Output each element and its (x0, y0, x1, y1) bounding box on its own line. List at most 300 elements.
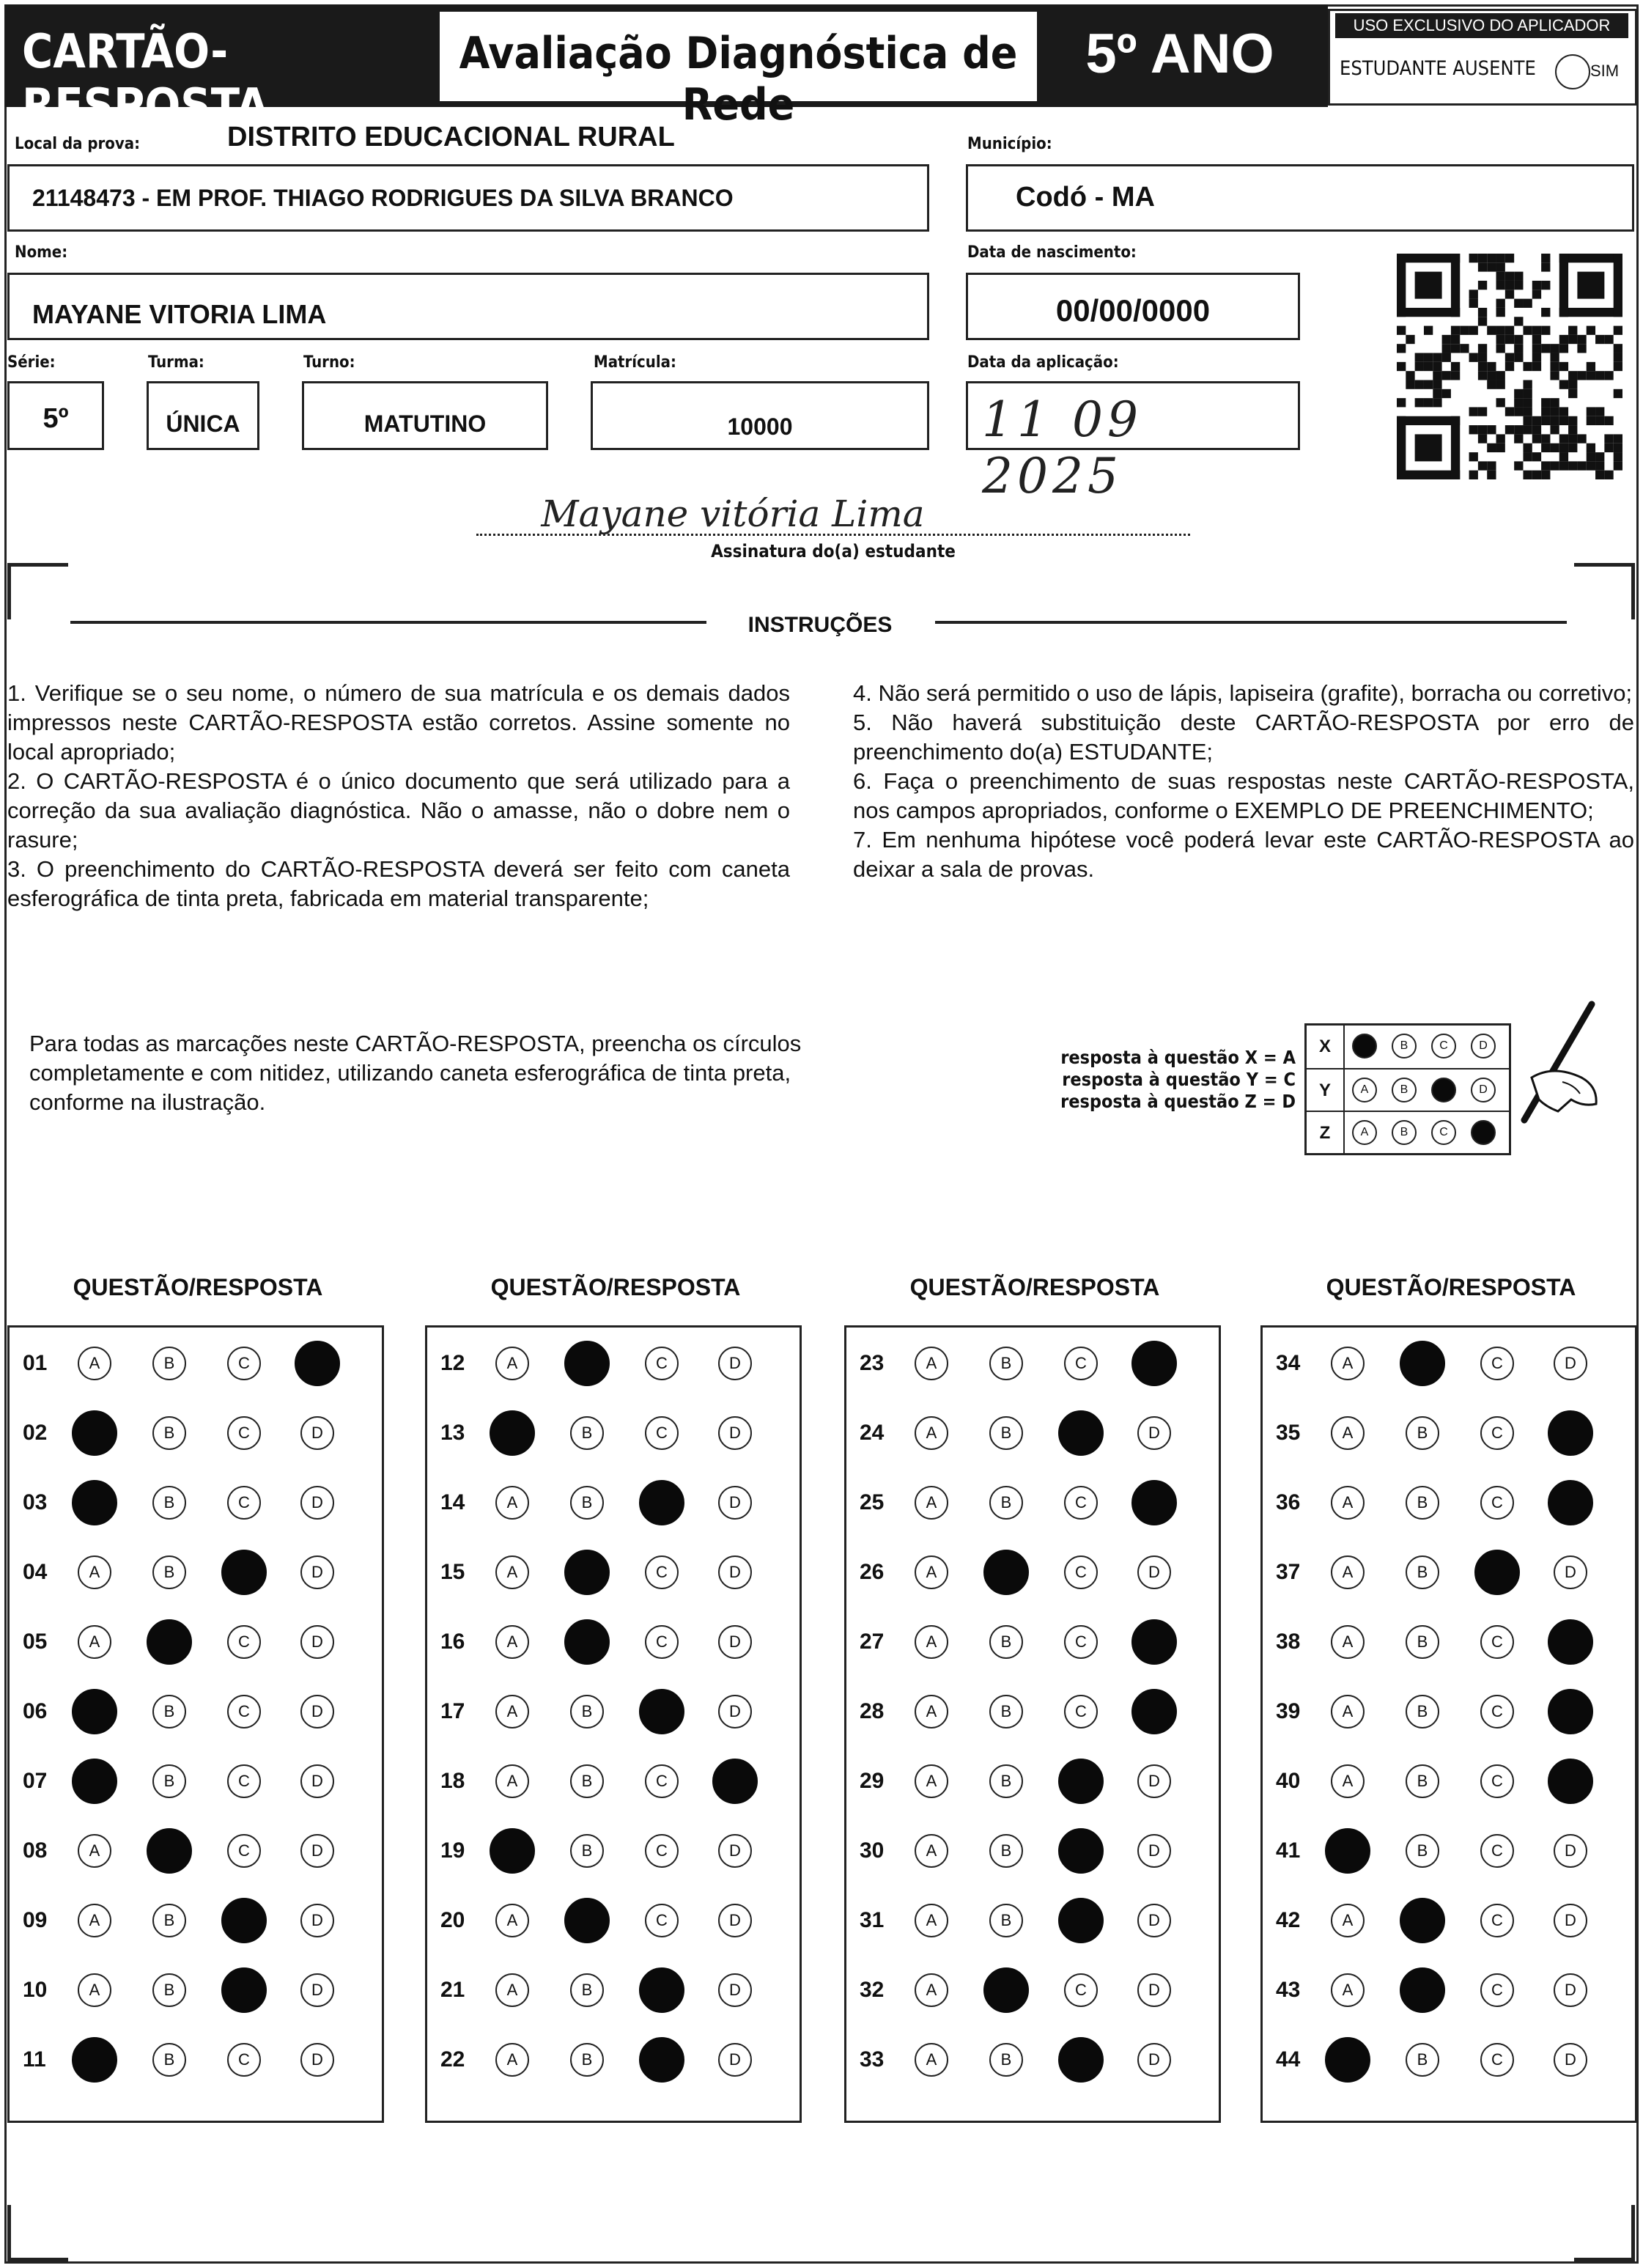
question-number: 23 (860, 1351, 885, 1375)
pen-hand-icon (1495, 997, 1605, 1136)
question-number: 13 (440, 1421, 465, 1445)
answer-bubble-d[interactable]: D (300, 2043, 334, 2077)
answer-bubble-b[interactable] (147, 1619, 192, 1665)
question-number: 34 (1276, 1351, 1301, 1375)
question-row (10, 1830, 382, 1874)
answer-bubble-d[interactable]: D (718, 1834, 752, 1868)
turno: MATUTINO (363, 410, 487, 437)
answer-column (425, 1325, 802, 2123)
answer-bubble-b[interactable]: B (152, 1347, 186, 1380)
answer-bubble-c[interactable]: C (1480, 1764, 1514, 1798)
answer-bubble-b[interactable]: B (1406, 1834, 1439, 1868)
answer-bubble-d[interactable]: D (300, 1416, 334, 1450)
answer-bubble-c[interactable]: C (1480, 1973, 1514, 2007)
answer-bubble-c[interactable] (221, 1898, 267, 1943)
instruction-item: 1. Verifique se o seu nome, o número de sua matrícula e os demais dados impressos neste CARTÃO-RESPOSTA estão corretos. Assine somente no local apropriado; (7, 680, 790, 765)
question-number: 16 (440, 1630, 465, 1654)
answer-bubble-b[interactable] (1400, 1967, 1445, 2013)
question-number: 32 (860, 1978, 885, 2002)
answer-bubble-b[interactable]: B (1406, 1764, 1439, 1798)
answer-bubble-b[interactable]: B (570, 1973, 604, 2007)
answer-bubble-a[interactable]: A (915, 1625, 948, 1659)
answer-bubble-b[interactable]: B (989, 1625, 1023, 1659)
instruction-item: 2. O CARTÃO-RESPOSTA é o único documento que será utilizado para a correção da sua avaliação diagnóstica. Não o amasse, não o dobre nem o rasure; (7, 768, 790, 853)
matricula-label: Matrícula: (594, 353, 676, 372)
answer-bubble-d[interactable] (1131, 1689, 1177, 1734)
card-title: CARTÃO-RESPOSTA (22, 25, 269, 133)
question-number: 35 (1276, 1421, 1301, 1445)
example-question: Z (1307, 1112, 1345, 1155)
answer-bubble-a[interactable]: A (495, 1764, 529, 1798)
question-number: 17 (440, 1699, 465, 1723)
answer-bubble-a[interactable]: A (495, 1555, 529, 1589)
answer-bubble-d[interactable]: D (718, 2043, 752, 2077)
answer-bubble-c[interactable] (639, 1480, 684, 1525)
question-row (1263, 1412, 1635, 1456)
instructions-title: INSTRUÇÕES (747, 613, 893, 637)
signature-line (476, 534, 1190, 536)
answer-bubble-a[interactable] (72, 1410, 117, 1456)
answer-bubble-a[interactable]: A (78, 1834, 111, 1868)
answer-bubble-a[interactable] (72, 1759, 117, 1804)
answer-bubble-c[interactable]: C (227, 1486, 261, 1520)
school: 21148473 - EM PROF. THIAGO RODRIGUES DA SILVA BRANCO (32, 185, 734, 211)
qr-code (1397, 252, 1622, 481)
answer-bubble-a[interactable]: A (915, 1555, 948, 1589)
question-row (846, 1551, 1219, 1595)
answer-bubble-d[interactable]: D (300, 1834, 334, 1868)
birth: 00/00/0000 (1055, 293, 1211, 328)
answer-bubble-d[interactable] (1548, 1480, 1593, 1525)
answer-bubble-c[interactable]: C (1480, 1625, 1514, 1659)
signature-label: Assinatura do(a) estudante (711, 541, 956, 562)
answer-bubble-b[interactable]: B (1406, 1486, 1439, 1520)
answer-bubble-b[interactable]: B (989, 2043, 1023, 2077)
answer-bubble-c[interactable]: C (1064, 1486, 1098, 1520)
answer-bubble-c[interactable]: C (1064, 1555, 1098, 1589)
answer-bubble-d[interactable]: D (300, 1486, 334, 1520)
question-number: 26 (860, 1560, 885, 1584)
question-row (846, 1621, 1219, 1665)
answer-bubble-c[interactable] (1058, 1759, 1104, 1804)
answer-bubble-d[interactable]: D (718, 1973, 752, 2007)
answer-bubble-c[interactable]: C (1480, 1834, 1514, 1868)
answer-bubble-d[interactable]: D (718, 1486, 752, 1520)
answer-bubble-c[interactable]: C (645, 1904, 679, 1937)
answer-bubble-d[interactable]: D (1137, 1973, 1171, 2007)
answer-bubble-a[interactable] (72, 1689, 117, 1734)
answer-bubble-b[interactable]: B (989, 1904, 1023, 1937)
exam-title: Avaliação Diagnóstica de Rede (459, 28, 1018, 130)
question-number: 10 (23, 1978, 48, 2002)
answer-bubble-c[interactable] (1058, 1898, 1104, 1943)
question-row (10, 1760, 382, 1804)
answer-column (844, 1325, 1221, 2123)
answer-bubble-c[interactable] (1058, 2037, 1104, 2083)
answer-bubble-d[interactable] (1131, 1341, 1177, 1386)
question-row (427, 1551, 800, 1595)
question-number: 31 (860, 1908, 885, 1932)
example-bubble-d: D (1471, 1078, 1496, 1102)
answer-bubble-d[interactable] (1548, 1619, 1593, 1665)
answer-bubble-a[interactable] (490, 1828, 535, 1874)
answer-bubble-b[interactable]: B (1406, 2043, 1439, 2077)
answer-bubble-b[interactable]: B (570, 1416, 604, 1450)
answer-bubble-b[interactable]: B (570, 2043, 604, 2077)
question-number: 15 (440, 1560, 465, 1584)
question-number: 14 (440, 1490, 465, 1514)
answer-bubble-b[interactable]: B (152, 1764, 186, 1798)
answer-bubble-a[interactable]: A (915, 1904, 948, 1937)
answer-bubble-d[interactable]: D (718, 1695, 752, 1728)
question-row (1263, 1342, 1635, 1386)
answer-bubble-a[interactable]: A (78, 1555, 111, 1589)
answer-bubble-d[interactable]: D (718, 1347, 752, 1380)
answer-bubble-a[interactable]: A (495, 1973, 529, 2007)
example-row (1307, 1026, 1509, 1068)
question-number: 33 (860, 2047, 885, 2072)
question-number: 27 (860, 1630, 885, 1654)
question-row (1263, 1551, 1635, 1595)
answer-bubble-c[interactable] (221, 1550, 267, 1595)
answer-bubble-a[interactable]: A (915, 1486, 948, 1520)
question-row (846, 1830, 1219, 1874)
name: MAYANE VITORIA LIMA (32, 299, 327, 329)
answer-bubble-d[interactable]: D (1554, 1555, 1587, 1589)
instruction-item: 6. Faça o preenchimento de suas respostas neste CARTÃO-RESPOSTA, nos campos apropriados, conforme o EXEMPLO DE PREENCHIMENTO; (853, 768, 1634, 823)
answer-bubble-d[interactable] (712, 1759, 758, 1804)
question-row (1263, 1481, 1635, 1525)
answer-bubble-d[interactable] (1131, 1480, 1177, 1525)
birth-label: Data de nascimento: (967, 243, 1137, 262)
question-number: 36 (1276, 1490, 1301, 1514)
question-row (10, 1342, 382, 1386)
question-number: 04 (23, 1560, 48, 1584)
answer-bubble-a[interactable]: A (1331, 1486, 1365, 1520)
question-number: 37 (1276, 1560, 1301, 1584)
instruction-item: 3. O preenchimento do CARTÃO-RESPOSTA deverá ser feito com caneta esferográfica de tinta preta, fabricada em material transparente; (7, 856, 790, 911)
answer-bubble-c[interactable]: C (1064, 1973, 1098, 2007)
answer-bubble-c[interactable]: C (227, 1695, 261, 1728)
question-number: 08 (23, 1838, 48, 1863)
answer-bubble-c[interactable]: C (1480, 1486, 1514, 1520)
answer-bubble-b[interactable] (983, 1550, 1029, 1595)
answer-bubble-a[interactable]: A (495, 1625, 529, 1659)
answer-bubble-a[interactable]: A (915, 1764, 948, 1798)
answer-bubble-d[interactable] (1548, 1689, 1593, 1734)
answer-bubble-b[interactable]: B (1406, 1416, 1439, 1450)
answer-bubble-c[interactable]: C (227, 1625, 261, 1659)
example-bubble-d (1471, 1120, 1496, 1145)
question-row (1263, 1969, 1635, 2013)
serie: 5º (43, 403, 69, 434)
question-row (1263, 1830, 1635, 1874)
answer-bubble-d[interactable]: D (718, 1416, 752, 1450)
turma: ÚNICA (166, 410, 240, 437)
question-row (846, 1690, 1219, 1734)
question-number: 09 (23, 1908, 48, 1932)
answer-bubble-b[interactable]: B (989, 1695, 1023, 1728)
serie-label: Série: (7, 353, 56, 372)
answer-bubble-d[interactable]: D (1554, 1904, 1587, 1937)
answer-bubble-d[interactable]: D (718, 1625, 752, 1659)
answer-bubble-d[interactable]: D (1554, 1973, 1587, 2007)
answer-bubble-d[interactable]: D (1137, 1555, 1171, 1589)
example-bubble-c (1431, 1078, 1456, 1102)
answer-bubble-a[interactable]: A (495, 1347, 529, 1380)
example-line: resposta à questão Z = D (1060, 1091, 1296, 1112)
answer-bubble-a[interactable]: A (915, 1347, 948, 1380)
answer-bubble-b[interactable]: B (152, 1555, 186, 1589)
answer-bubble-b[interactable] (983, 1967, 1029, 2013)
answer-bubble-b[interactable]: B (152, 1416, 186, 1450)
question-row (846, 1342, 1219, 1386)
answer-bubble-c[interactable]: C (227, 1416, 261, 1450)
answer-bubble-c[interactable] (1474, 1550, 1520, 1595)
answer-bubble-b[interactable]: B (152, 2043, 186, 2077)
instructions-left (7, 679, 790, 913)
answer-bubble-c[interactable] (639, 1967, 684, 2013)
answer-bubble-b[interactable]: B (989, 1834, 1023, 1868)
example-lines (1032, 1047, 1296, 1113)
question-number: 41 (1276, 1838, 1301, 1863)
answer-bubble-c[interactable]: C (1064, 1347, 1098, 1380)
answer-bubble-d[interactable]: D (1137, 1834, 1171, 1868)
answer-bubble-c[interactable]: C (645, 1416, 679, 1450)
column-header: QUESTÃO/RESPOSTA (490, 1274, 741, 1300)
question-number: 19 (440, 1838, 465, 1863)
answer-bubble-a[interactable]: A (495, 1486, 529, 1520)
question-number: 38 (1276, 1630, 1301, 1654)
app-date-label: Data da aplicação: (967, 353, 1119, 372)
question-number: 11 (23, 2047, 46, 2072)
answer-bubble-d[interactable]: D (300, 1904, 334, 1937)
answer-bubble-a[interactable]: A (915, 1834, 948, 1868)
question-row (427, 1621, 800, 1665)
question-number: 29 (860, 1769, 885, 1793)
signature: Mayane vitória Lima (541, 493, 925, 535)
district: DISTRITO EDUCACIONAL RURAL (227, 122, 675, 152)
corner-bottom-right (1574, 2205, 1635, 2261)
answer-bubble-b[interactable]: B (570, 1764, 604, 1798)
question-row (10, 1969, 382, 2013)
question-row (427, 1412, 800, 1456)
answer-bubble-a[interactable]: A (915, 1695, 948, 1728)
answer-bubble-a[interactable]: A (1331, 1973, 1365, 2007)
answer-bubble-d[interactable]: D (300, 1973, 334, 2007)
answer-bubble-b[interactable] (564, 1550, 610, 1595)
absent-checkbox[interactable] (1555, 54, 1590, 89)
answer-bubble-c[interactable] (1058, 1828, 1104, 1874)
answer-bubble-b[interactable] (564, 1341, 610, 1386)
answer-bubble-b[interactable]: B (1406, 1695, 1439, 1728)
turno-label: Turno: (303, 353, 355, 372)
answer-bubble-c[interactable]: C (1480, 2043, 1514, 2077)
question-row (10, 1690, 382, 1734)
answer-bubble-a[interactable]: A (1331, 1904, 1365, 1937)
answer-bubble-d[interactable]: D (300, 1695, 334, 1728)
answer-bubble-d[interactable] (1548, 1410, 1593, 1456)
answer-bubble-c[interactable]: C (645, 1764, 679, 1798)
answer-bubble-a[interactable]: A (495, 2043, 529, 2077)
answer-bubble-a[interactable]: A (78, 1625, 111, 1659)
answer-bubble-d[interactable]: D (1554, 2043, 1587, 2077)
answer-bubble-b[interactable]: B (570, 1486, 604, 1520)
question-row (10, 1621, 382, 1665)
question-row (1263, 1899, 1635, 1943)
question-number: 03 (23, 1490, 48, 1514)
instructions-right (853, 679, 1634, 884)
answer-bubble-b[interactable]: B (152, 1695, 186, 1728)
answer-bubble-b[interactable] (564, 1898, 610, 1943)
question-row (427, 1760, 800, 1804)
answer-bubble-c[interactable]: C (1480, 1904, 1514, 1937)
answer-bubble-c[interactable]: C (645, 1625, 679, 1659)
answer-column (1260, 1325, 1637, 2123)
question-number: 28 (860, 1699, 885, 1723)
answer-bubble-d[interactable] (1131, 1619, 1177, 1665)
answer-bubble-c[interactable]: C (1480, 1416, 1514, 1450)
answer-bubble-a[interactable]: A (1331, 1416, 1365, 1450)
corner-top-right (1574, 563, 1635, 619)
question-number: 02 (23, 1421, 48, 1445)
answer-bubble-d[interactable]: D (718, 1904, 752, 1937)
question-row (427, 2039, 800, 2083)
instruction-item: 5. Não haverá substituição deste CARTÃO-RESPOSTA por erro de preenchimento do(a) ESTUDANTE; (853, 710, 1634, 765)
question-row (10, 1899, 382, 1943)
answer-bubble-c[interactable] (221, 1967, 267, 2013)
answer-bubble-c[interactable]: C (1064, 1625, 1098, 1659)
answer-bubble-d[interactable]: D (300, 1764, 334, 1798)
answer-bubble-a[interactable] (72, 2037, 117, 2083)
answer-bubble-b[interactable] (147, 1828, 192, 1874)
answer-bubble-a[interactable]: A (78, 1973, 111, 2007)
example-bubble-b: B (1392, 1034, 1417, 1058)
answer-bubble-b[interactable]: B (152, 1904, 186, 1937)
answer-bubble-b[interactable] (564, 1619, 610, 1665)
answer-bubble-a[interactable]: A (1331, 1555, 1365, 1589)
answer-bubble-d[interactable] (1548, 1759, 1593, 1804)
answer-bubble-d[interactable]: D (1554, 1347, 1587, 1380)
question-number: 25 (860, 1490, 885, 1514)
answer-bubble-c[interactable]: C (227, 1347, 261, 1380)
municipio: Codó - MA (1016, 182, 1155, 213)
instruction-item: 4. Não será permitido o uso de lápis, lapiseira (grafite), borracha ou corretivo; (853, 680, 1633, 706)
answer-bubble-d[interactable]: D (1137, 2043, 1171, 2077)
question-row (846, 1481, 1219, 1525)
question-row (10, 2039, 382, 2083)
answer-bubble-d[interactable]: D (718, 1555, 752, 1589)
question-row (846, 1412, 1219, 1456)
question-row (427, 1969, 800, 2013)
answer-bubble-b[interactable] (1400, 1898, 1445, 1943)
answer-bubble-a[interactable]: A (78, 1347, 111, 1380)
answer-bubble-b[interactable]: B (570, 1695, 604, 1728)
answer-bubble-b[interactable]: B (570, 1834, 604, 1868)
example-bubble-b: B (1392, 1120, 1417, 1145)
question-number: 39 (1276, 1699, 1301, 1723)
question-number: 22 (440, 2047, 465, 2072)
answer-bubble-c[interactable]: C (645, 1347, 679, 1380)
absent-label: ESTUDANTE AUSENTE (1340, 57, 1536, 80)
answer-bubble-d[interactable] (295, 1341, 340, 1386)
answer-bubble-a[interactable]: A (495, 1904, 529, 1937)
example-bubble-d: D (1471, 1034, 1496, 1058)
answer-bubble-d[interactable]: D (300, 1555, 334, 1589)
answer-bubble-c[interactable] (639, 2037, 684, 2083)
example-line: resposta à questão Y = C (1062, 1069, 1296, 1090)
answer-bubble-b[interactable]: B (152, 1973, 186, 2007)
answer-bubble-d[interactable]: D (1137, 1904, 1171, 1937)
answer-bubble-a[interactable]: A (1331, 1347, 1365, 1380)
answer-bubble-a[interactable]: A (1331, 1695, 1365, 1728)
answer-bubble-c[interactable]: C (227, 1834, 261, 1868)
question-row (1263, 1621, 1635, 1665)
answer-bubble-c[interactable]: C (1064, 1695, 1098, 1728)
answer-bubble-d[interactable]: D (300, 1625, 334, 1659)
municipio-label: Município: (967, 135, 1052, 153)
answer-bubble-a[interactable]: A (78, 1904, 111, 1937)
answer-bubble-b[interactable]: B (989, 1347, 1023, 1380)
answer-bubble-b[interactable]: B (989, 1764, 1023, 1798)
answer-bubble-d[interactable]: D (1137, 1764, 1171, 1798)
answer-bubble-b[interactable]: B (1406, 1625, 1439, 1659)
answer-bubble-c[interactable]: C (645, 1555, 679, 1589)
column-header: QUESTÃO/RESPOSTA (1326, 1274, 1576, 1300)
answer-bubble-c[interactable]: C (1480, 1695, 1514, 1728)
answer-bubble-b[interactable]: B (989, 1416, 1023, 1450)
answer-bubble-a[interactable]: A (915, 2043, 948, 2077)
question-row (427, 1342, 800, 1386)
answer-bubble-c[interactable] (639, 1689, 684, 1734)
answer-bubble-d[interactable]: D (1554, 1834, 1587, 1868)
answer-bubble-b[interactable]: B (1406, 1555, 1439, 1589)
column-header: QUESTÃO/RESPOSTA (909, 1274, 1160, 1300)
answer-bubble-a[interactable] (490, 1410, 535, 1456)
question-row (10, 1412, 382, 1456)
answer-bubble-a[interactable]: A (1331, 1764, 1365, 1798)
answer-bubble-a[interactable] (1325, 1828, 1370, 1874)
question-number: 01 (23, 1351, 48, 1375)
answer-bubble-a[interactable] (72, 1480, 117, 1525)
example-bubble-a (1352, 1034, 1377, 1058)
question-number: 44 (1276, 2047, 1301, 2072)
answer-bubble-b[interactable]: B (989, 1486, 1023, 1520)
answer-bubble-b[interactable] (1400, 1341, 1445, 1386)
example-row (1307, 1068, 1509, 1112)
answer-bubble-a[interactable]: A (915, 1416, 948, 1450)
example-bubble-c: C (1431, 1120, 1456, 1145)
answer-bubble-c[interactable]: C (645, 1834, 679, 1868)
question-number: 42 (1276, 1908, 1301, 1932)
answer-bubble-c[interactable] (1058, 1410, 1104, 1456)
applicator-heading: USO EXCLUSIVO DO APLICADOR (1335, 13, 1628, 38)
answer-bubble-a[interactable]: A (1331, 1625, 1365, 1659)
example-row (1307, 1111, 1509, 1155)
example-question: Y (1307, 1069, 1345, 1112)
answer-bubble-c[interactable]: C (227, 1764, 261, 1798)
answer-bubble-c[interactable]: C (227, 2043, 261, 2077)
app-date: 11 09 2025 (982, 391, 1142, 504)
answer-bubble-a[interactable]: A (495, 1695, 529, 1728)
name-label: Nome: (15, 243, 68, 262)
answer-bubble-b[interactable]: B (152, 1486, 186, 1520)
answer-bubble-a[interactable]: A (915, 1973, 948, 2007)
question-row (427, 1830, 800, 1874)
answer-bubble-a[interactable] (1325, 2037, 1370, 2083)
answer-bubble-d[interactable]: D (1137, 1416, 1171, 1450)
answer-bubble-c[interactable]: C (1480, 1347, 1514, 1380)
